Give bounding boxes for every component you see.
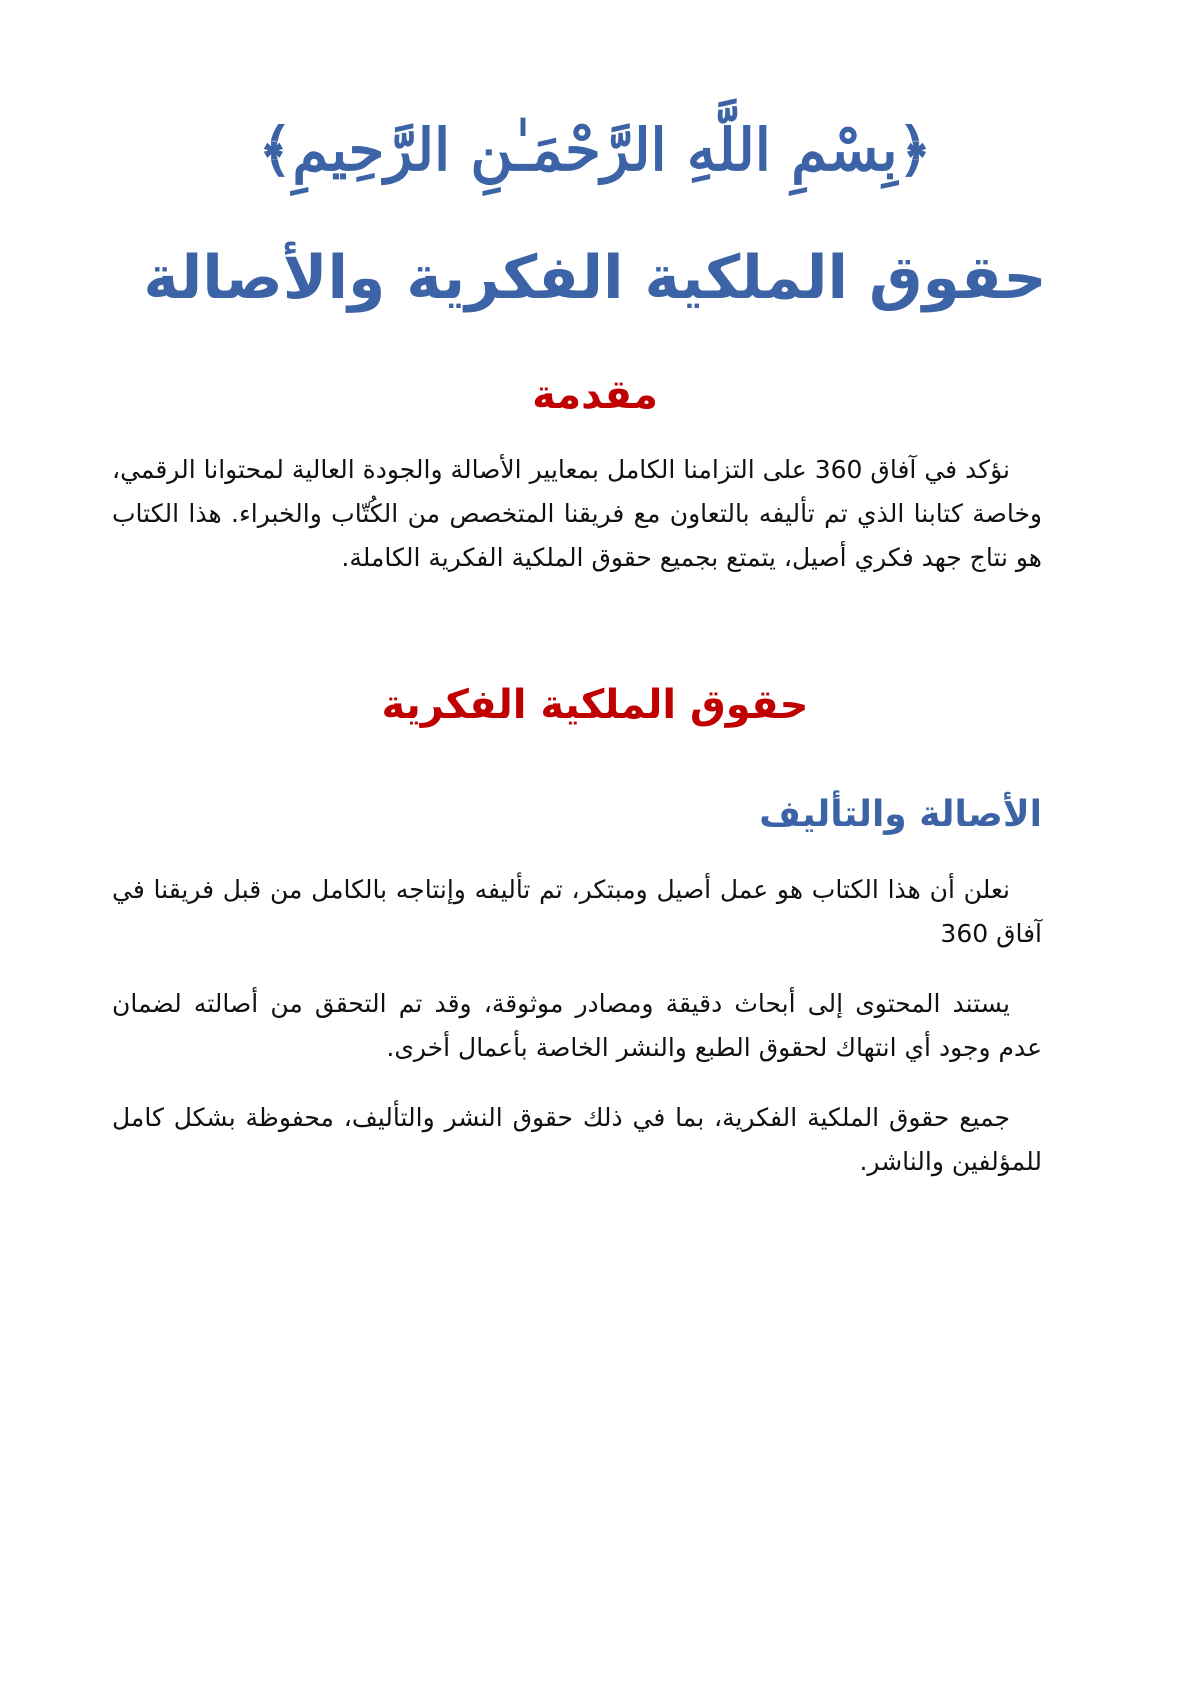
intro-paragraph: نؤكد في آفاق 360 على التزامنا الكامل بمعايير الأصالة والجودة العالية لمحتوانا الرقمي، وخاصة كتابنا الذي تم تأليفه بالتعاون مع فريقنا المتخصص من الكُتّاب والخبراء. هذا الكتاب هو نتاج جهد فكري أصيل، يتمتع بجميع حقوق الملكية الفكرية الكاملة.	[112, 455, 1042, 572]
originality-paragraph-1: نعلن أن هذا الكتاب هو عمل أصيل ومبتكر، تم تأليفه وإنتاجه بالكامل من قبل فريقنا في آفاق 360	[112, 875, 1042, 948]
originality-paragraph-3: جميع حقوق الملكية الفكرية، بما في ذلك حقوق النشر والتأليف، محفوظة بشكل كامل للمؤلفين والناشر.	[112, 1103, 1042, 1176]
originality-paragraph-2: يستند المحتوى إلى أبحاث دقيقة ومصادر موثوقة، وقد تم التحقق من أصالته لضمان عدم وجود أي انتهاك لحقوق الطبع والنشر الخاصة بأعمال أخرى.	[112, 989, 1042, 1062]
page-title: حقوق الملكية الفكرية والأصالة	[143, 243, 1047, 313]
intro-heading: مقدمة	[532, 372, 658, 418]
intellectual-property-heading: حقوق الملكية الفكرية	[381, 682, 809, 728]
basmala-heading: ﴿بِسْمِ اللَّهِ الرَّحْمَـٰنِ الرَّحِيمِ﴾	[258, 116, 932, 184]
originality-heading: الأصالة والتأليف	[759, 794, 1042, 835]
